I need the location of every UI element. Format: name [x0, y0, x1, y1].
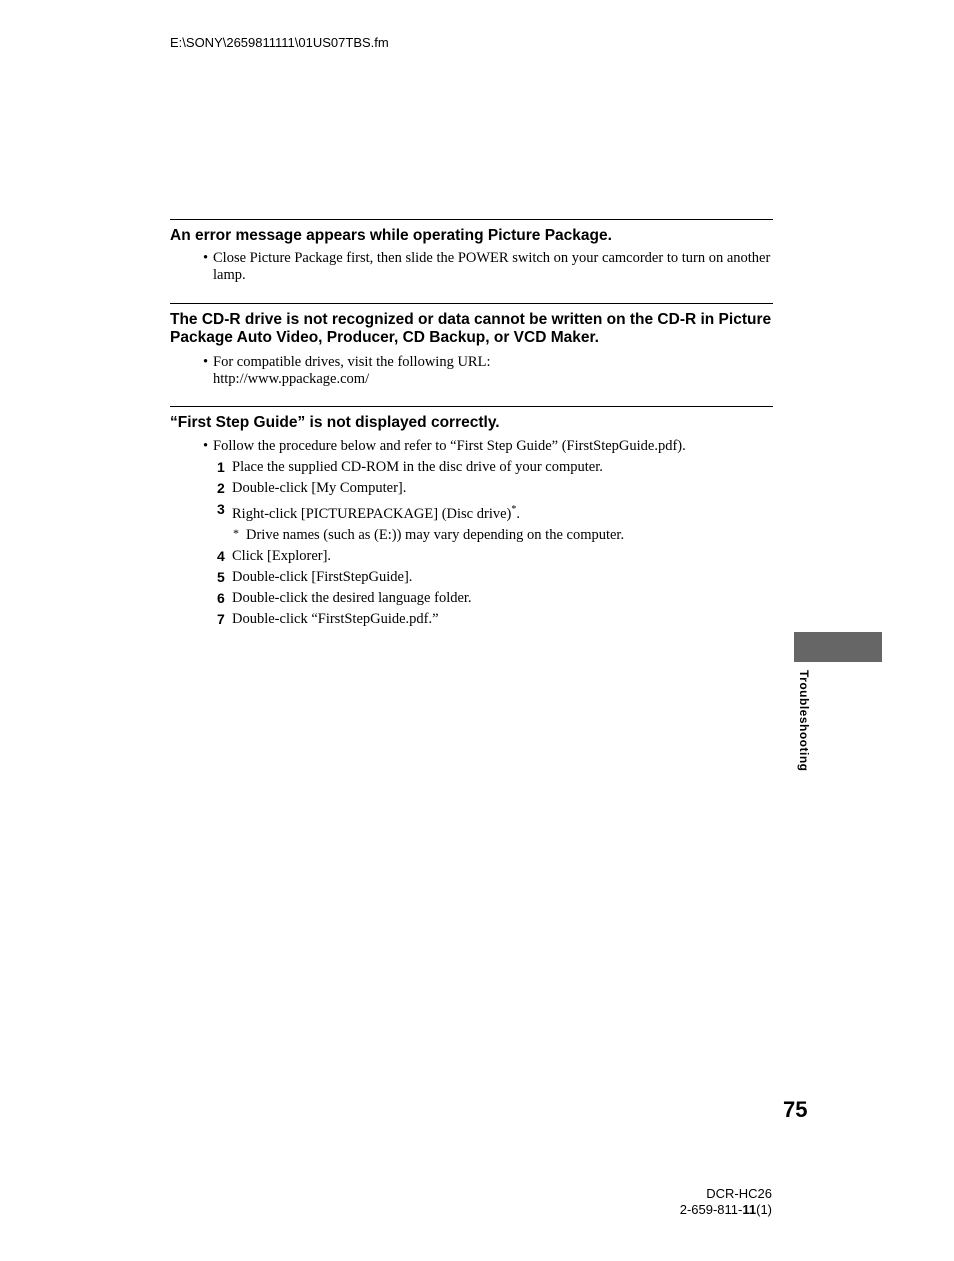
section-title: An error message appears while operating Picture Package.: [170, 227, 612, 244]
side-tab-label: Troubleshooting: [797, 670, 811, 772]
bullet-item: [203, 250, 773, 284]
url-text: http://www.ppackage.com/: [213, 371, 370, 387]
file-path-header: E:\SONY\2659811111\01US07TBS.fm: [170, 35, 389, 50]
step-list: [170, 457, 773, 630]
bullet-text: Follow the procedure below and refer to “First Step Guide” (FirstStepGuide.pdf).: [213, 438, 686, 454]
footnote: [233, 525, 773, 546]
step-number: 2: [217, 480, 225, 496]
bullet-dot: •: [203, 250, 209, 266]
section-title: “First Step Guide” is not displayed correctly.: [170, 414, 500, 431]
page-number: 75: [783, 1097, 808, 1122]
step-text: Double-click [FirstStepGuide].: [232, 568, 413, 585]
step-number: 4: [217, 547, 225, 564]
model-code-bold: 11: [742, 1202, 757, 1217]
step-item: [217, 588, 773, 609]
bullet-text: For compatible drives, visit the following URL:: [213, 354, 491, 370]
step-text: Double-click the desired language folder.: [232, 589, 472, 606]
step-item: [217, 478, 773, 499]
step-text: Right-click [PICTUREPACKAGE] (Disc drive): [232, 505, 512, 522]
footnote-text: Drive names (such as (E:)) may vary depending on the computer.: [246, 526, 625, 543]
bullet-item: [203, 438, 773, 455]
bullet-dot: •: [203, 438, 209, 454]
step-item: [217, 499, 773, 525]
step-number: 3: [217, 501, 225, 517]
step-text: Double-click “FirstStepGuide.pdf.”: [232, 610, 439, 627]
step-text-end: .: [516, 505, 520, 522]
step-number: 6: [217, 589, 225, 606]
section-first-step-guide: [170, 406, 773, 630]
step-number: 7: [217, 610, 225, 627]
model-code: [680, 1202, 772, 1218]
bullet-item: [203, 354, 773, 388]
section-picture-package-error: [170, 219, 773, 284]
bullet-dot: •: [203, 354, 209, 370]
step-item: [217, 567, 773, 588]
section-title: The CD-R drive is not recognized or data cannot be written on the CD-R in Picture Package Auto Video, Producer, CD Backup, or VCD Maker.: [170, 311, 772, 346]
side-tab-marker: [794, 632, 882, 662]
bullet-text: Close Picture Package first, then slide the POWER switch on your camcorder to turn on another lamp.: [213, 250, 771, 283]
step-item: [217, 546, 773, 567]
footnote-marker: *: [511, 504, 517, 515]
step-item: [217, 457, 773, 478]
model-code-suffix: (1): [756, 1202, 772, 1217]
step-text: Place the supplied CD-ROM in the disc drive of your computer.: [232, 459, 603, 475]
footnote-star: *: [233, 525, 239, 540]
step-text: Click [Explorer].: [232, 547, 332, 564]
model-code-prefix: 2-659-811-: [679, 1202, 743, 1217]
step-number: 5: [217, 568, 225, 585]
model-info: [680, 1186, 772, 1218]
model-name: DCR-HC26: [706, 1186, 772, 1201]
step-number: 1: [217, 459, 225, 475]
step-text: Double-click [My Computer].: [232, 480, 407, 496]
section-cdr-drive: [170, 303, 773, 388]
step-item: [217, 609, 773, 630]
